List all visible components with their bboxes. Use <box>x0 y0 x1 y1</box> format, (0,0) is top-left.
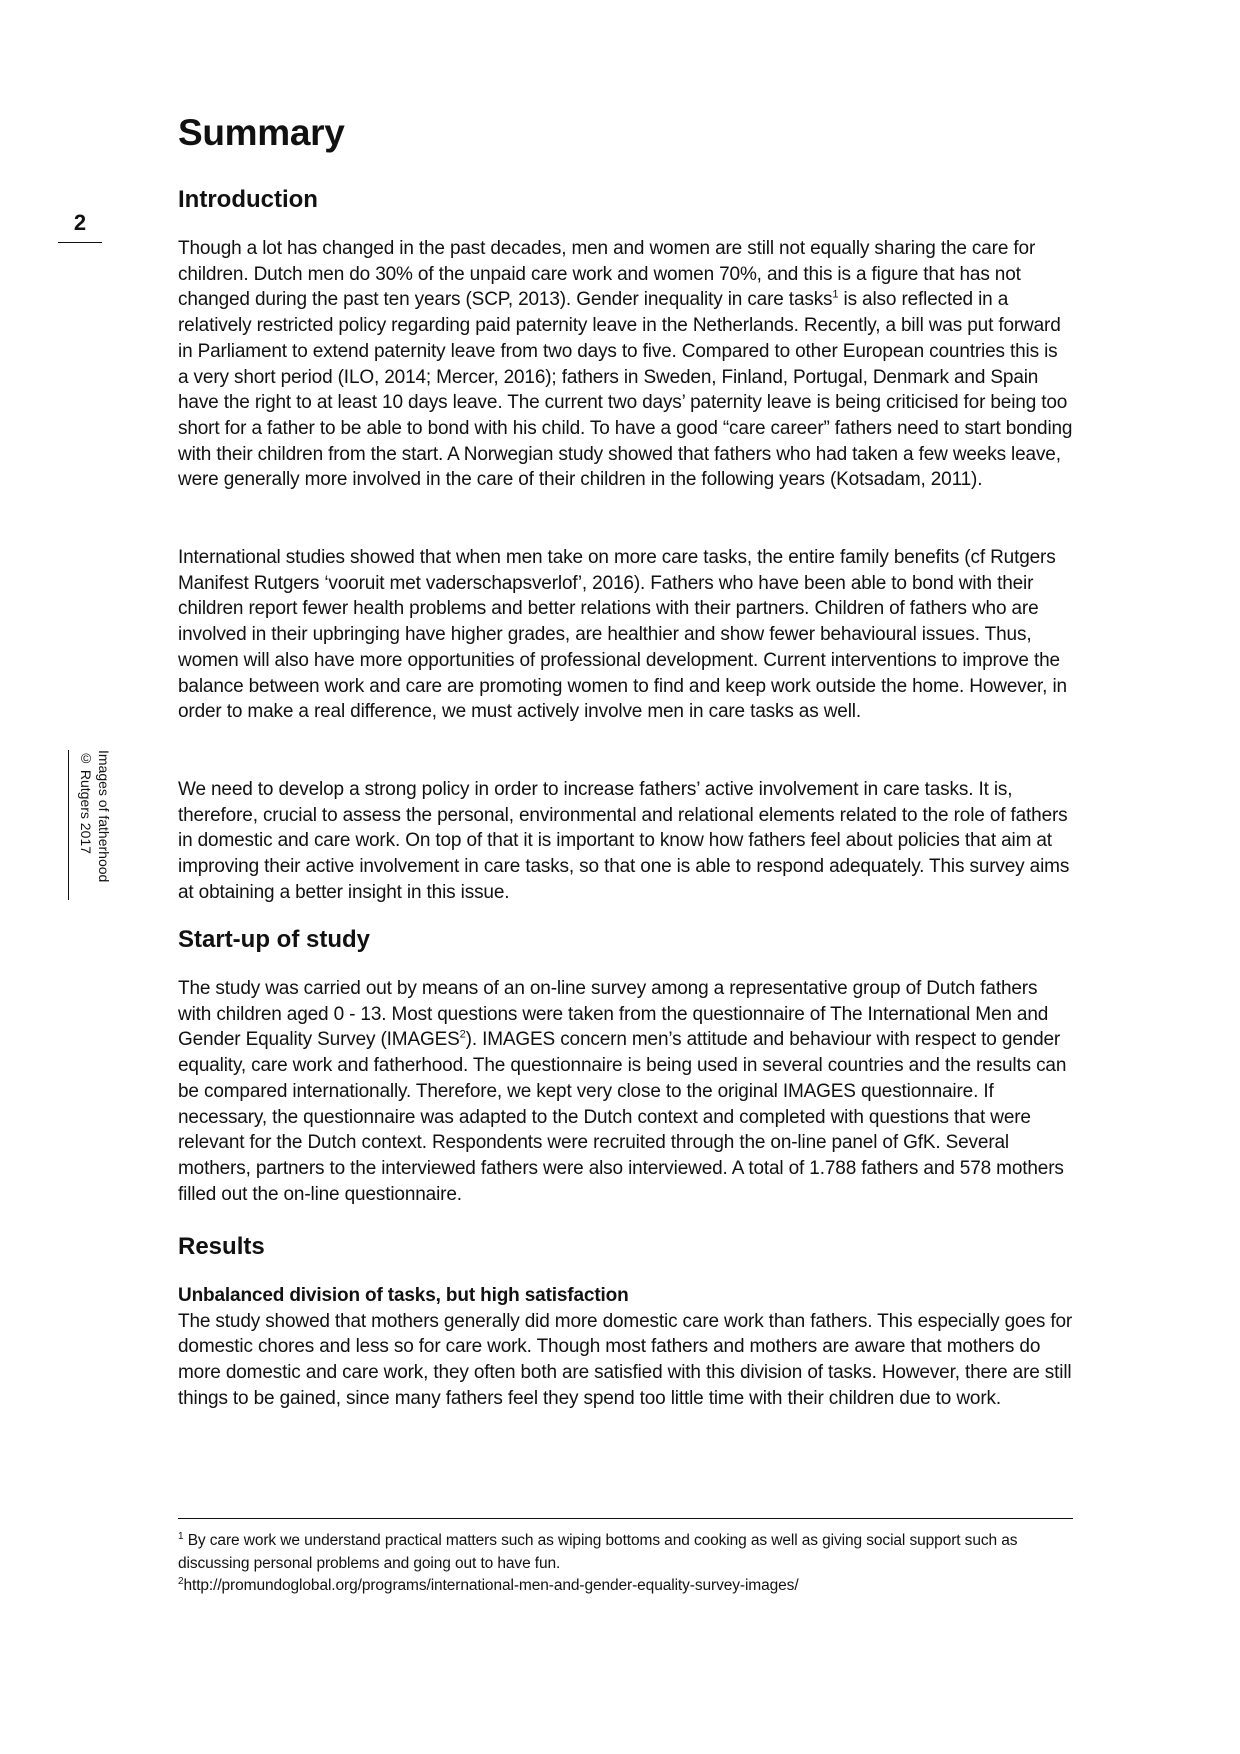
section-heading-start-up: Start-up of study <box>178 926 370 953</box>
side-label <box>68 750 113 900</box>
footnote-ref-1[interactable]: 1 <box>832 289 839 302</box>
footnotes <box>178 1530 1073 1598</box>
side-label-copyright: © Rutgers 2017 <box>78 750 94 854</box>
introduction-paragraph-3: We need to develop a strong policy in order to increase fathers’ active involvement in care tasks. It is, therefore, crucial to assess the personal, environmental and relational elements related to the role of fathers in domestic and care work. On top of that it is important to know how fathers feel about policies that aim at improving their active involvement in care tasks, so that one is able to respond adequately. This survey aims at obtaining a better insight in this issue. <box>178 779 1070 903</box>
footnote-1: $^1$ By care work we understand practical matters such as wiping bottoms and cooking as well as giving social support such as discussing personal problems and going out to have fun. <box>178 1530 1018 1572</box>
results-subheading: Unbalanced division of tasks, but high satisfaction <box>178 1285 629 1306</box>
footnote-mark-1: 1 <box>178 1530 184 1542</box>
section-heading-results: Results <box>178 1233 265 1260</box>
footnote-link[interactable]: http://promundoglobal.org/programs/international-men-and-gender-equality-survey-images/ <box>183 1577 799 1594</box>
side-label-title: Images of fatherhood <box>96 750 112 883</box>
page-number: 2 <box>58 210 102 243</box>
footnote-mark-2: 2 <box>178 1575 184 1587</box>
introduction-paragraph-1: Though a lot has changed in the past decades, men and women are still not equally sharing the care for children. Dutch men do 30% of the unpaid care work and women 70%, and this is a figure that has not changed during the past ten years (SCP, 2013). Gender inequality in care tasks$^1$ is also reflected in a relatively restricted policy regarding paid paternity leave in the Netherlands. Recently, a bill was put forward in Parliament to extend paternity leave from two days to five. Compared to other European countries this is a very short period (ILO, 2014; Mercer, 2016); fathers in Sweden, Finland, Portugal, Denmark and Spain have the right to at least 10 days leave. The current two days’ paternity leave is being criticised for being too short for a father to be able to bond with his child. To have a good “care career” fathers need to start bonding with their children from the start. A Norwegian study showed that fathers who had taken a few weeks leave, were generally more involved in the care of their children in the following years (Kotsadam, 2011). <box>178 238 1073 491</box>
section-heading-introduction: Introduction <box>178 186 318 213</box>
results-paragraph: Unbalanced division of tasks, but high satisfaction The study showed that mothers generally did more domestic care work than fathers. This especially goes for domestic chores and less so for care work. Though most fathers and mothers are aware that mothers do more domestic and care work, they often both are satisfied with this division of tasks. However, there are still things to be gained, since many fathers feel they spend too little time with their children due to work. <box>178 1285 1073 1409</box>
footnote-ref-2[interactable]: 2 <box>459 1029 466 1042</box>
introduction-paragraph-2: International studies showed that when men take on more care tasks, the entire family benefits (cf Rutgers Manifest Rutgers ‘vooruit met vaderschapsverlof’, 2016). Fathers who have been able to bond with their children report fewer health problems and better relations with their partners. Children of fathers who are involved in their upbringing have higher grades, are healthier and show fewer behavioural issues. Thus, women will also have more opportunities of professional development. Current interventions to improve the balance between work and care are promoting women to find and keep work outside the home. However, in order to make a real difference, we must actively involve men in care tasks as well. <box>178 547 1067 723</box>
footnote-2 <box>178 1575 1073 1598</box>
footnote-divider <box>178 1518 1073 1519</box>
page-title: Summary <box>178 112 345 153</box>
start-up-paragraph: The study was carried out by means of an on-line survey among a representative group of Dutch fathers with children aged 0 - 13. Most questions were taken from the questionnaire of The International Men and Gender Equality Survey (IMAGES$^2$). IMAGES concern men’s attitude and behaviour with respect to gender equality, care work and fatherhood. The questionnaire is being used in several countries and the results can be compared internationally. Therefore, we kept very close to the original IMAGES questionnaire. If necessary, the questionnaire was adapted to the Dutch context and completed with questions that were relevant for the Dutch context. Respondents were recruited through the on-line panel of GfK. Several mothers, partners to the interviewed fathers were also interviewed. A total of 1.788 fathers and 578 mothers filled out the on-line questionnaire. <box>178 978 1067 1205</box>
